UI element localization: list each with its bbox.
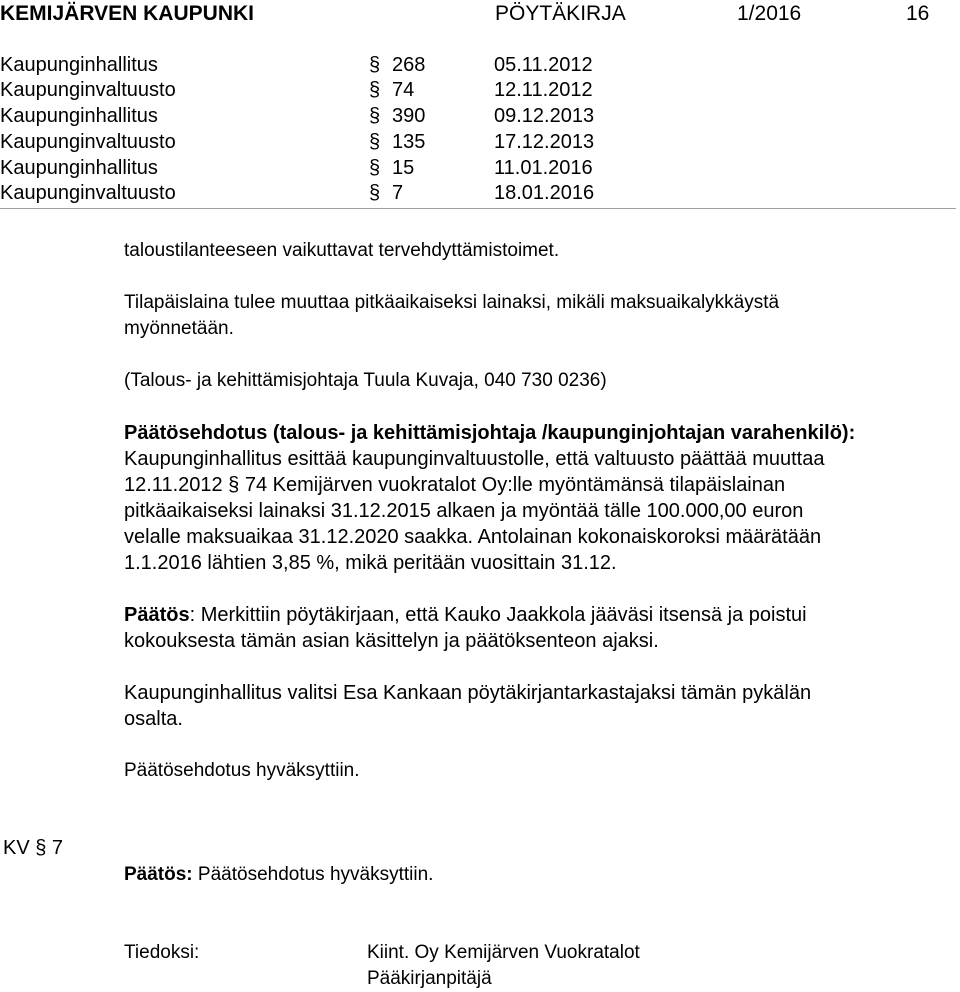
reference-date: 05.11.2012 bbox=[494, 54, 593, 76]
paragraph-line: Päätösehdotus hyväksyttiin. bbox=[124, 760, 360, 781]
reference-number: 7 bbox=[392, 182, 404, 204]
reference-date: 18.01.2016 bbox=[494, 182, 595, 204]
reference-number: 135 bbox=[392, 131, 426, 153]
reference-number: 74 bbox=[392, 79, 415, 101]
decision-paragraph bbox=[124, 602, 954, 654]
section-sign: § bbox=[369, 54, 381, 76]
tiedoksi-recipients bbox=[367, 940, 640, 992]
recipient: Kiint. Oy Kemijärven Vuokratalot bbox=[367, 942, 640, 963]
paragraph-line bbox=[124, 862, 954, 888]
section-sign: § bbox=[369, 182, 381, 204]
paragraph-line: myönnetään. bbox=[124, 318, 234, 339]
inspector-paragraph bbox=[124, 680, 954, 732]
recipient: Pääkirjanpitäjä bbox=[367, 968, 492, 989]
paragraph-line: osalta. bbox=[124, 708, 183, 730]
reference-number: 268 bbox=[392, 54, 426, 76]
paragraph-line: 12.11.2012 § 74 Kemijärven vuokratalot Oy:lle myöntämänsä tilapäislainan bbox=[124, 474, 786, 496]
approved-paragraph bbox=[124, 758, 954, 784]
reference-number: 15 bbox=[392, 157, 415, 179]
kv-section-label: KV § 7 bbox=[3, 837, 64, 859]
reference-date: 11.01.2016 bbox=[494, 157, 593, 179]
document-number: 1/2016 bbox=[737, 2, 802, 25]
reference-body: Kaupunginvaltuusto bbox=[0, 79, 176, 101]
paragraph-line: velalle maksuaikaa 31.12.2020 saakka. Antolainan kokonaiskoroksi määrätään bbox=[124, 526, 822, 548]
reference-body: Kaupunginvaltuusto bbox=[0, 131, 176, 153]
proposal-heading: Päätösehdotus (talous- ja kehittämisjohtaja /kaupunginjohtajan varahenkilö): bbox=[124, 422, 856, 444]
preparer-line: (Talous- ja kehittämisjohtaja Tuula Kuvaja, 040 730 0236) bbox=[124, 370, 607, 391]
kv-decision-text: Päätösehdotus hyväksyttiin. bbox=[192, 864, 434, 885]
preparer-paragraph bbox=[124, 368, 954, 394]
paragraph-line: Kaupunginhallitus esittää kaupunginvaltuustolle, että valtuusto päättää muuttaa bbox=[124, 448, 825, 470]
tiedoksi-label: Tiedoksi: bbox=[124, 942, 200, 963]
reference-date: 09.12.2013 bbox=[494, 105, 595, 127]
reference-body: Kaupunginhallitus bbox=[0, 54, 158, 76]
paragraph-line: Tilapäislaina tulee muuttaa pitkäaikaiseksi lainaksi, mikäli maksuaikalykkäystä bbox=[124, 292, 780, 313]
page-number: 16 bbox=[906, 2, 930, 25]
paragraph-line: taloustilanteeseen vaikuttavat tervehdyttämistoimet. bbox=[124, 240, 560, 261]
header-divider bbox=[0, 208, 956, 209]
kv-decision-label: Päätös: bbox=[124, 864, 193, 885]
section-sign: § bbox=[369, 79, 381, 101]
decision-label: Päätös bbox=[124, 604, 190, 626]
reference-body: Kaupunginhallitus bbox=[0, 157, 158, 179]
paragraph-line: kokouksesta tämän asian käsittelyn ja päätöksenteon ajaksi. bbox=[124, 630, 659, 652]
intro-paragraph bbox=[124, 238, 954, 264]
decision-text: : Merkittiin pöytäkirjaan, että Kauko Jaakkola jääväsi itsensä ja poistui bbox=[189, 604, 807, 626]
reference-date: 17.12.2013 bbox=[494, 131, 595, 153]
reference-body: Kaupunginhallitus bbox=[0, 105, 158, 127]
section-sign: § bbox=[369, 157, 381, 179]
paragraph-line: pitkäaikaiseksi lainaksi 31.12.2015 alkaen ja myöntää tälle 100.000,00 euron bbox=[124, 500, 804, 522]
paragraph-line: Kaupunginhallitus valitsi Esa Kankaan pöytäkirjantarkastajaksi tämän pykälän bbox=[124, 682, 812, 704]
kv-decision-paragraph bbox=[124, 862, 954, 888]
loan-paragraph bbox=[124, 290, 954, 342]
section-sign: § bbox=[369, 105, 381, 127]
section-sign: § bbox=[369, 131, 381, 153]
paragraph-line bbox=[124, 602, 954, 628]
reference-body: Kaupunginvaltuusto bbox=[0, 182, 176, 204]
organization-name: KEMIJÄRVEN KAUPUNKI bbox=[0, 2, 254, 25]
proposal-paragraph bbox=[124, 420, 954, 576]
paragraph-line: 1.1.2016 lähtien 3,85 %, mikä peritään vuosittain 31.12. bbox=[124, 552, 617, 574]
reference-number: 390 bbox=[392, 105, 426, 127]
document-type: PÖYTÄKIRJA bbox=[495, 2, 626, 25]
reference-date: 12.11.2012 bbox=[494, 79, 593, 101]
